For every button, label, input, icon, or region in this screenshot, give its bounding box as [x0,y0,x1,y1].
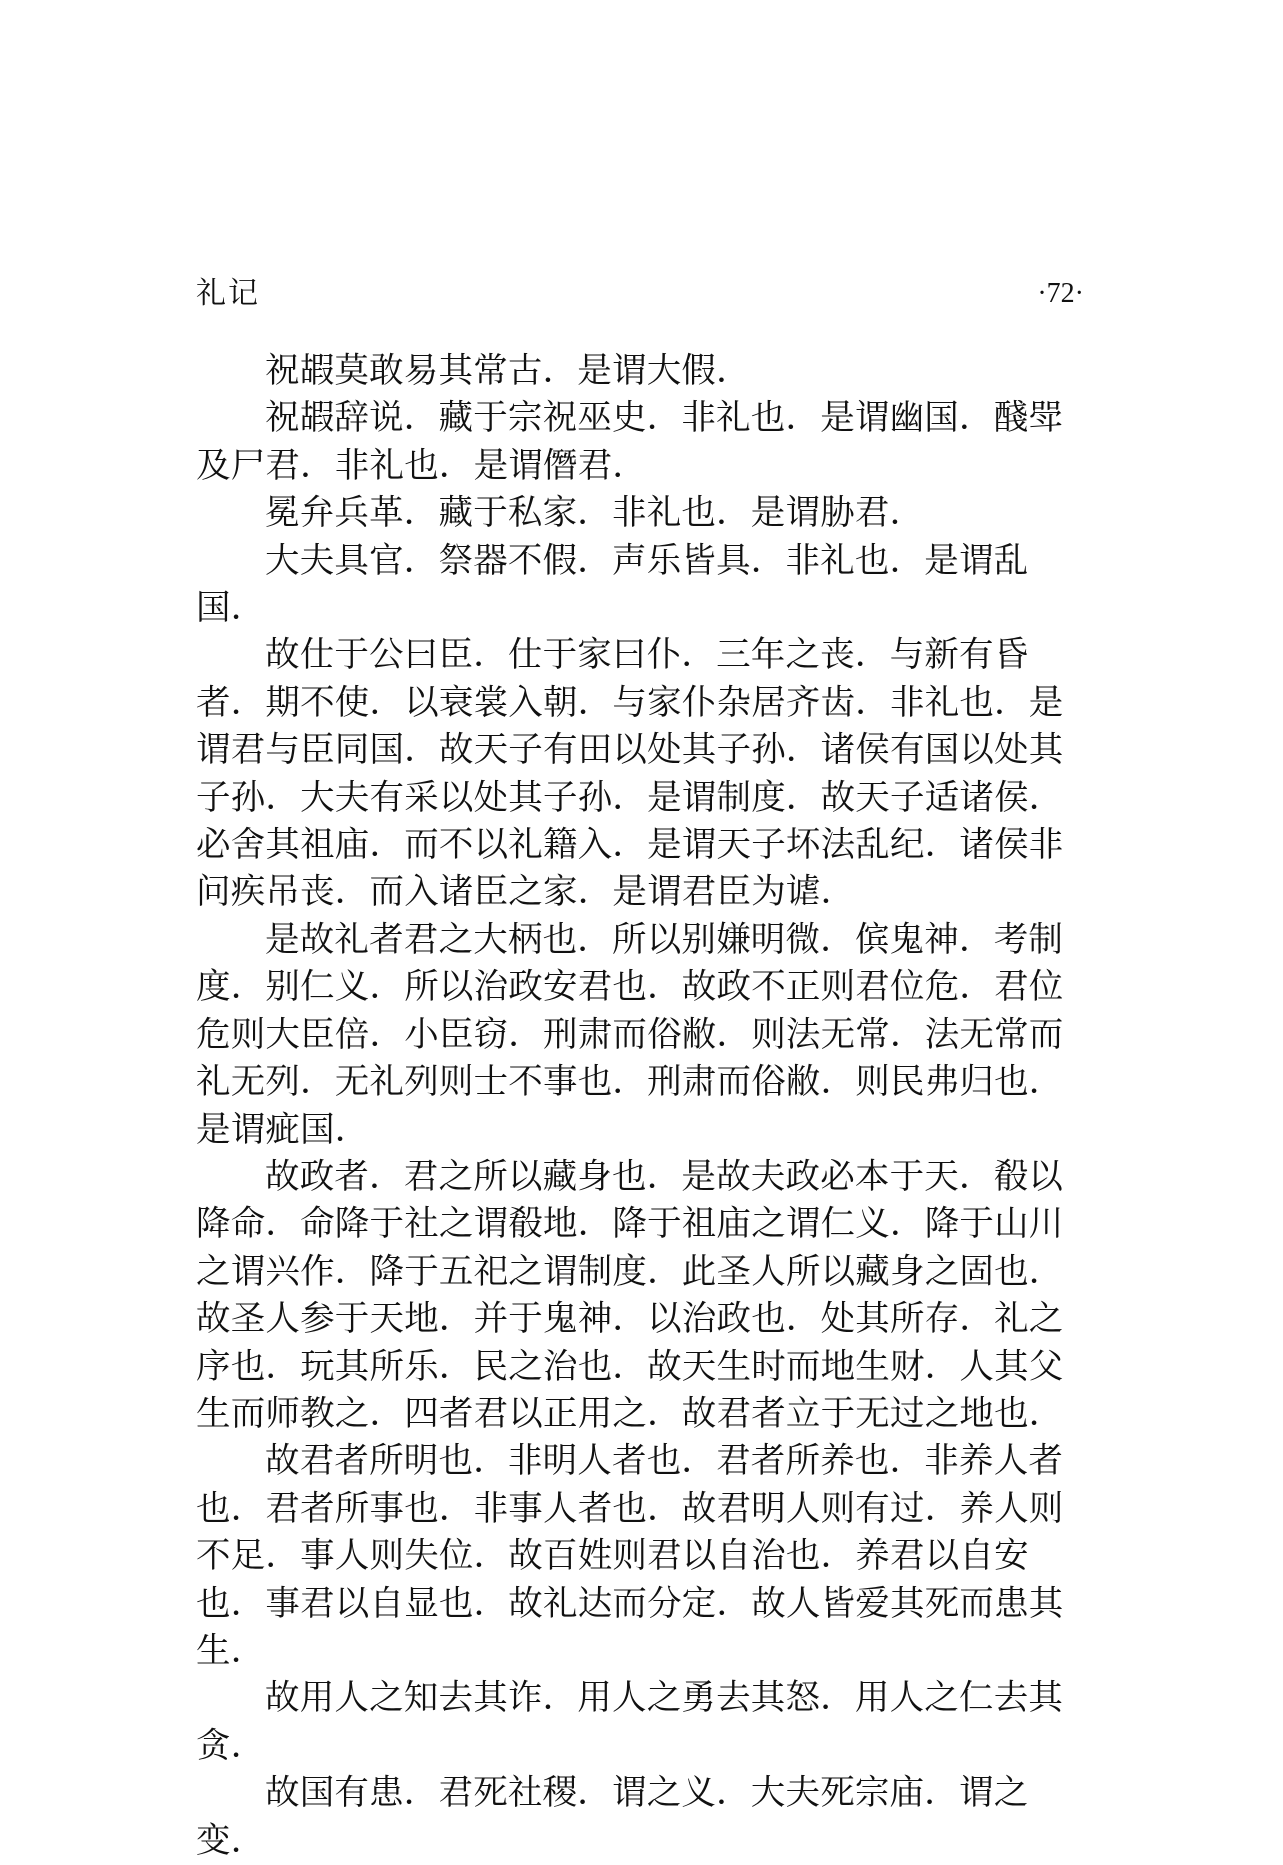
paragraph: 故国有患．君死社稷．谓之义．大夫死宗庙．谓之变． [196,1773,1029,1861]
paragraph: 祝嘏辞说．藏于宗祝巫史．非礼也．是谓幽国．醆斝及尸君．非礼也．是谓僭君． [196,398,1064,486]
paragraph: 冕弁兵革．藏于私家．非礼也．是谓胁君． [265,493,925,534]
book-title: 礼记 [196,276,260,311]
paragraph: 故仕于公曰臣．仕于家曰仆．三年之丧．与新有昏者．期不使．以衰裳入朝．与家仆杂居齐齿．非礼也．是谓君与臣同国．故天子有田以处其子孙．诸侯有国以处其子孙．大夫有采以处其子孙．是谓制度．故天子适诸侯．必舍其祖庙．而不以礼籍入．是谓天子坏法乱纪．诸侯非问疾吊丧．而入诸臣之家．是谓君臣为谑． [196,635,1064,913]
paragraph: 故用人之知去其诈．用人之勇去其怒．用人之仁去其贪． [196,1678,1064,1766]
paragraph: 故君者所明也．非明人者也．君者所养也．非养人者也．君者所事也．非事人者也．故君明人则有过．养人则不足．事人则失位．故百姓则君以自治也．养君以自安也．事君以自显也．故礼达而分定．故人皆爱其死而患其生． [196,1441,1064,1671]
body-text [196,348,1096,1865]
paragraph: 祝嘏莫敢易其常古．是谓大假． [265,351,751,391]
paragraph: 大夫具官．祭器不假．声乐皆具．非礼也．是谓乱国． [196,540,1029,629]
page-header [196,270,1086,320]
paragraph: 故政者．君之所以藏身也．是故夫政必本于天．殽以降命．命降于社之谓殽地．降于祖庙之谓仁义．降于山川之谓兴作．降于五祀之谓制度．此圣人所以藏身之固也．故圣人参于天地．并于鬼神．以治政也．处其所存．礼之序也．玩其所乐．民之治也．故天生时而地生财．人其父生而师教之．四者君以正用之．故君者立于无过之地也． [196,1156,1064,1434]
page-number: ·72· [1037,278,1084,309]
paragraph: 是故礼者君之大柄也．所以别嫌明微．傧鬼神．考制度．别仁义．所以治政安君也．故政不正则君位危．君位危则大臣倍．小臣窃．刑肃而俗敝．则法无常．法无常而礼无列．无礼列则士不事也．刑肃而俗敝．则民弗归也．是谓疵国． [196,919,1064,1150]
